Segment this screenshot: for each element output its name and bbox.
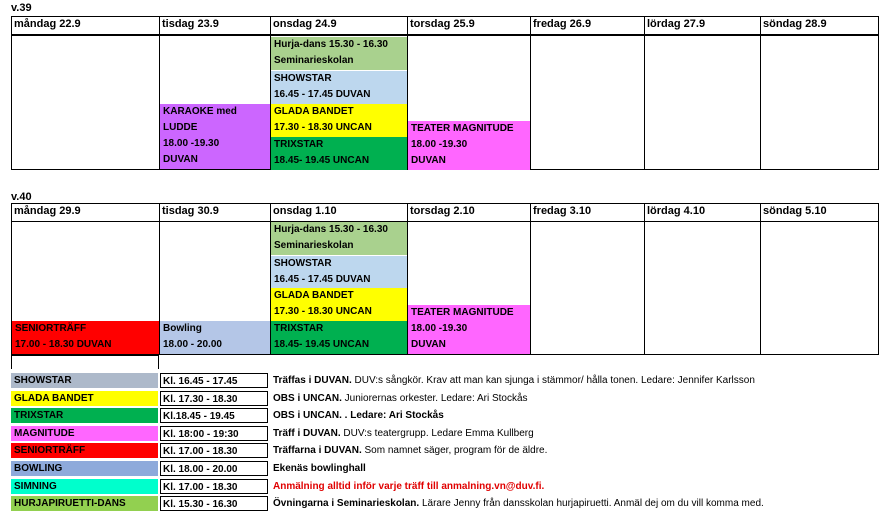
legend-description-bold: Träffas i DUVAN. [273, 375, 352, 386]
legend-swatch: GLADA BANDET [11, 391, 158, 406]
activity-line: TEATER MAGNITUDE [411, 307, 514, 318]
day-cell [11, 35, 160, 170]
legend-swatch: SENIORTRÄFF [11, 443, 158, 458]
day-header: måndag 29.9 [11, 203, 160, 222]
day-header: söndag 5.10 [760, 203, 879, 222]
legend-description [273, 408, 444, 423]
activity-line: Hurja-dans 15.30 - 16.30 [274, 39, 388, 50]
legend-time: Kl. 17.00 - 18.30 [160, 479, 268, 494]
day-cell [760, 221, 879, 355]
legend-description-text: Lärare Jenny från dansskolan hurjapiruetti. Anmäl dej om du vill komma med. [419, 498, 764, 510]
day-cell [530, 35, 645, 170]
activity-block [271, 256, 407, 289]
activity-line: DUVAN [163, 154, 198, 165]
day-header: tisdag 30.9 [159, 203, 271, 222]
activity-line: DUVAN [411, 155, 446, 166]
legend-description [273, 426, 534, 441]
day-header: onsdag 24.9 [270, 16, 408, 35]
legend-spacer [11, 355, 159, 369]
legend-description [273, 443, 547, 458]
activity-line: TRIXSTAR [274, 139, 324, 150]
activity-block [271, 288, 407, 321]
day-header: onsdag 1.10 [270, 203, 408, 222]
activity-line: 18.45- 19.45 UNCAN [274, 155, 370, 166]
activity-line: Hurja-dans 15.30 - 16.30 [274, 224, 388, 235]
activity-line: Seminarieskolan [274, 240, 354, 251]
activity-block [408, 305, 530, 354]
activity-line: 18.00 -19.30 [411, 323, 468, 334]
day-header: söndag 28.9 [760, 16, 879, 35]
day-cell [760, 35, 879, 170]
registration-notice: Anmälning alltid inför varje träff till anmalning.vn@duv.fi. [273, 480, 545, 492]
legend-description [273, 391, 528, 406]
legend-description [273, 373, 755, 388]
activity-block [160, 104, 270, 169]
day-cell [644, 221, 761, 355]
activity-line: KARAOKE med [163, 106, 237, 117]
legend-time: Kl. 18:00 - 19:30 [160, 426, 268, 441]
activity-line: 18.00 -19.30 [163, 138, 220, 149]
legend-description [273, 496, 764, 511]
day-cell [644, 35, 761, 170]
day-header: torsdag 2.10 [407, 203, 531, 222]
activity-line: Seminarieskolan [274, 55, 354, 66]
activity-block [271, 137, 407, 170]
legend-description-bold: Ekenäs bowlinghall [273, 463, 366, 474]
day-header: tisdag 23.9 [159, 16, 271, 35]
legend-time: Kl. 17.00 - 18.30 [160, 443, 268, 458]
activity-line: 17.30 - 18.30 UNCAN [274, 306, 372, 317]
activity-line: 18.45- 19.45 UNCAN [274, 339, 370, 350]
activity-line: 17.00 - 18.30 DUVAN [15, 339, 112, 350]
legend-time: Kl. 15.30 - 16.30 [160, 496, 268, 511]
legend-swatch: SHOWSTAR [11, 373, 158, 388]
legend-swatch: HURJAPIRUETTI-DANS [11, 496, 158, 511]
activity-line: GLADA BANDET [274, 106, 354, 117]
activity-line: SENIORTRÄFF [15, 323, 87, 334]
activity-line: TEATER MAGNITUDE [411, 123, 514, 134]
activity-line: 16.45 - 17.45 DUVAN [274, 274, 371, 285]
day-header: fredag 3.10 [530, 203, 645, 222]
activity-block [271, 321, 407, 354]
activity-block [271, 37, 407, 70]
week-label: v.40 [11, 191, 32, 203]
legend-description [273, 461, 366, 476]
activity-line: 17.30 - 18.30 UNCAN [274, 122, 372, 133]
legend-time: Kl.18.45 - 19.45 [160, 408, 268, 423]
legend-description-text: DUV:s sångkör. Krav att man kan sjunga i stämmor/ hålla tonen. Ledare: Jennifer Karlsson [351, 375, 755, 386]
activity-line: SHOWSTAR [274, 258, 332, 269]
activity-block [160, 321, 270, 354]
activity-block [271, 71, 407, 104]
legend-swatch: TRIXSTAR [11, 408, 158, 423]
legend-swatch: MAGNITUDE [11, 426, 158, 441]
day-header: fredag 26.9 [530, 16, 645, 35]
activity-line: 16.45 - 17.45 DUVAN [274, 89, 371, 100]
day-header: torsdag 25.9 [407, 16, 531, 35]
legend-swatch: BOWLING [11, 461, 158, 476]
activity-block [271, 104, 407, 137]
week-label: v.39 [11, 2, 32, 14]
legend-swatch: SIMNING [11, 479, 158, 494]
legend-time: Kl. 17.30 - 18.30 [160, 391, 268, 406]
legend-description-text: Juniorernas orkester. Ledare: Ari Stockås [341, 392, 528, 404]
legend-description-text: DUV:s teatergrupp. Ledare Emma Kullberg [340, 427, 534, 439]
activity-line: TRIXSTAR [274, 323, 324, 334]
activity-block [12, 321, 159, 354]
day-header: måndag 22.9 [11, 16, 160, 35]
activity-line: GLADA BANDET [274, 290, 354, 301]
legend-description-bold: OBS i UNCAN. . Ledare: Ari Stockås [273, 410, 444, 422]
day-header: lördag 27.9 [644, 16, 761, 35]
legend-description-bold: Övningarna i Seminarieskolan. [273, 498, 420, 510]
activity-line: Bowling [163, 323, 202, 334]
activity-line: 18.00 -19.30 [411, 139, 468, 150]
legend-description [273, 479, 544, 494]
activity-line: LUDDE [163, 122, 198, 133]
activity-line: SHOWSTAR [274, 73, 332, 84]
activity-block [408, 121, 530, 170]
day-cell [530, 221, 645, 355]
activity-line: DUVAN [411, 339, 446, 350]
activity-line: 18.00 - 20.00 [163, 339, 222, 350]
legend-description-bold: Träff i DUVAN. [273, 427, 341, 439]
legend-description-bold: Träffarna i DUVAN. [273, 445, 362, 457]
day-header: lördag 4.10 [644, 203, 761, 222]
legend-description-text: Som namnet säger, program för de äldre. [361, 445, 548, 457]
legend-time: Kl. 16.45 - 17.45 [160, 373, 268, 388]
legend-time: Kl. 18.00 - 20.00 [160, 461, 268, 476]
legend-description-bold: OBS i UNCAN. [273, 392, 342, 404]
activity-block [271, 222, 407, 255]
